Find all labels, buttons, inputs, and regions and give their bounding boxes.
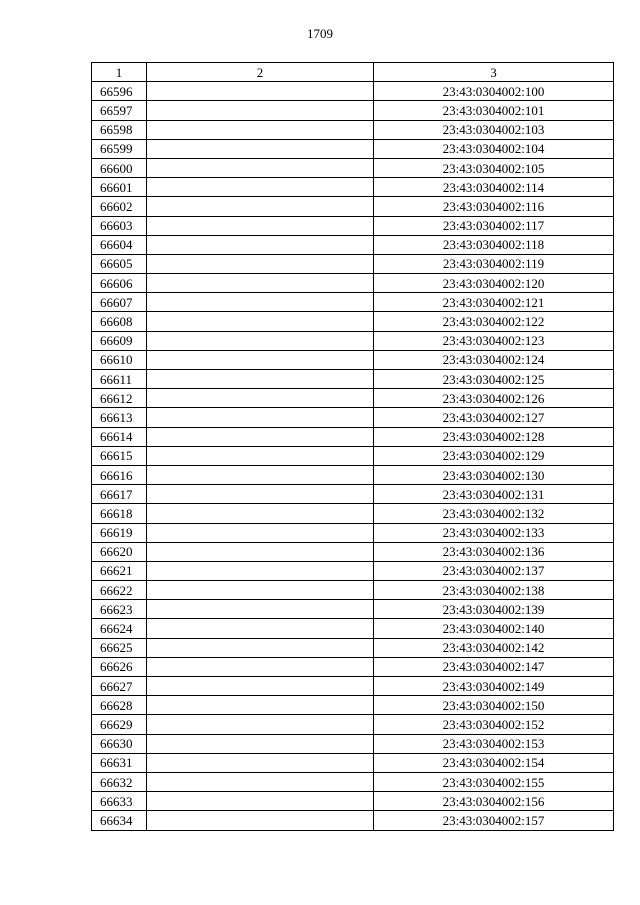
cadastral-number-cell: 23:43:0304002:155 (374, 772, 614, 791)
row-number-cell: 66609 (92, 331, 147, 350)
table-row (92, 427, 614, 446)
row-number-cell: 66596 (92, 82, 147, 101)
name-cell (147, 408, 374, 427)
row-number-cell: 66613 (92, 408, 147, 427)
cadastral-number-cell: 23:43:0304002:152 (374, 715, 614, 734)
table-row (92, 350, 614, 369)
table-row (92, 753, 614, 772)
table-row (92, 408, 614, 427)
table-row (92, 101, 614, 120)
table-header (92, 63, 614, 82)
table-row (92, 504, 614, 523)
name-cell (147, 734, 374, 753)
row-number-cell: 66608 (92, 312, 147, 331)
table-row (92, 657, 614, 676)
header-row (92, 63, 614, 82)
header-col-3: 3 (374, 63, 614, 82)
cadastral-number-cell: 23:43:0304002:122 (374, 312, 614, 331)
name-cell (147, 696, 374, 715)
name-cell (147, 254, 374, 273)
name-cell (147, 811, 374, 830)
name-cell (147, 657, 374, 676)
table-row (92, 274, 614, 293)
table-row (92, 82, 614, 101)
table-row (92, 293, 614, 312)
data-table (91, 62, 614, 831)
cadastral-number-cell: 23:43:0304002:101 (374, 101, 614, 120)
table-row (92, 638, 614, 657)
cadastral-number-cell: 23:43:0304002:120 (374, 274, 614, 293)
row-number-cell: 66611 (92, 370, 147, 389)
table-row (92, 389, 614, 408)
cadastral-number-cell: 23:43:0304002:131 (374, 485, 614, 504)
table-row (92, 216, 614, 235)
cadastral-number-cell: 23:43:0304002:157 (374, 811, 614, 830)
name-cell (147, 427, 374, 446)
cadastral-number-cell: 23:43:0304002:149 (374, 677, 614, 696)
row-number-cell: 66619 (92, 523, 147, 542)
cadastral-number-cell: 23:43:0304002:121 (374, 293, 614, 312)
name-cell (147, 600, 374, 619)
cadastral-number-cell: 23:43:0304002:104 (374, 139, 614, 158)
table-row (92, 677, 614, 696)
cadastral-number-cell: 23:43:0304002:105 (374, 158, 614, 177)
cadastral-number-cell: 23:43:0304002:123 (374, 331, 614, 350)
row-number-cell: 66612 (92, 389, 147, 408)
name-cell (147, 293, 374, 312)
name-cell (147, 772, 374, 791)
name-cell (147, 581, 374, 600)
cadastral-number-cell: 23:43:0304002:136 (374, 542, 614, 561)
row-number-cell: 66615 (92, 446, 147, 465)
cadastral-number-cell: 23:43:0304002:124 (374, 350, 614, 369)
cadastral-number-cell: 23:43:0304002:127 (374, 408, 614, 427)
table-row (92, 178, 614, 197)
name-cell (147, 677, 374, 696)
row-number-cell: 66603 (92, 216, 147, 235)
row-number-cell: 66621 (92, 561, 147, 580)
cadastral-number-cell: 23:43:0304002:129 (374, 446, 614, 465)
name-cell (147, 446, 374, 465)
row-number-cell: 66627 (92, 677, 147, 696)
name-cell (147, 542, 374, 561)
row-number-cell: 66610 (92, 350, 147, 369)
cadastral-number-cell: 23:43:0304002:139 (374, 600, 614, 619)
name-cell (147, 331, 374, 350)
row-number-cell: 66604 (92, 235, 147, 254)
cadastral-number-cell: 23:43:0304002:140 (374, 619, 614, 638)
cadastral-number-cell: 23:43:0304002:133 (374, 523, 614, 542)
row-number-cell: 66618 (92, 504, 147, 523)
name-cell (147, 561, 374, 580)
row-number-cell: 66597 (92, 101, 147, 120)
cadastral-number-cell: 23:43:0304002:132 (374, 504, 614, 523)
cadastral-number-cell: 23:43:0304002:147 (374, 657, 614, 676)
table-row (92, 792, 614, 811)
name-cell (147, 216, 374, 235)
table-row (92, 139, 614, 158)
name-cell (147, 139, 374, 158)
name-cell (147, 350, 374, 369)
name-cell (147, 158, 374, 177)
table-row (92, 772, 614, 791)
row-number-cell: 66634 (92, 811, 147, 830)
row-number-cell: 66633 (92, 792, 147, 811)
table-row (92, 485, 614, 504)
cadastral-number-cell: 23:43:0304002:114 (374, 178, 614, 197)
row-number-cell: 66625 (92, 638, 147, 657)
name-cell (147, 504, 374, 523)
table-row (92, 523, 614, 542)
name-cell (147, 101, 374, 120)
cadastral-number-cell: 23:43:0304002:117 (374, 216, 614, 235)
name-cell (147, 235, 374, 254)
row-number-cell: 66624 (92, 619, 147, 638)
cadastral-number-cell: 23:43:0304002:126 (374, 389, 614, 408)
cadastral-number-cell: 23:43:0304002:156 (374, 792, 614, 811)
name-cell (147, 274, 374, 293)
name-cell (147, 523, 374, 542)
cadastral-number-cell: 23:43:0304002:103 (374, 120, 614, 139)
table-row (92, 696, 614, 715)
name-cell (147, 792, 374, 811)
cadastral-number-cell: 23:43:0304002:100 (374, 82, 614, 101)
cadastral-number-cell: 23:43:0304002:154 (374, 753, 614, 772)
row-number-cell: 66630 (92, 734, 147, 753)
name-cell (147, 619, 374, 638)
table-row (92, 619, 614, 638)
page-number: 1709 (307, 26, 333, 41)
name-cell (147, 753, 374, 772)
name-cell (147, 465, 374, 484)
header-col-1: 1 (92, 63, 147, 82)
table-row (92, 158, 614, 177)
row-number-cell: 66631 (92, 753, 147, 772)
cadastral-number-cell: 23:43:0304002:118 (374, 235, 614, 254)
table-row (92, 446, 614, 465)
name-cell (147, 312, 374, 331)
name-cell (147, 485, 374, 504)
row-number-cell: 66602 (92, 197, 147, 216)
row-number-cell: 66628 (92, 696, 147, 715)
row-number-cell: 66606 (92, 274, 147, 293)
row-number-cell: 66601 (92, 178, 147, 197)
row-number-cell: 66632 (92, 772, 147, 791)
table-row (92, 197, 614, 216)
row-number-cell: 66616 (92, 465, 147, 484)
name-cell (147, 389, 374, 408)
row-number-cell: 66623 (92, 600, 147, 619)
table-row (92, 312, 614, 331)
table-row (92, 734, 614, 753)
row-number-cell: 66620 (92, 542, 147, 561)
name-cell (147, 715, 374, 734)
cadastral-number-cell: 23:43:0304002:116 (374, 197, 614, 216)
cadastral-number-cell: 23:43:0304002:150 (374, 696, 614, 715)
row-number-cell: 66599 (92, 139, 147, 158)
table-body (92, 82, 614, 830)
cadastral-number-cell: 23:43:0304002:142 (374, 638, 614, 657)
name-cell (147, 120, 374, 139)
row-number-cell: 66605 (92, 254, 147, 273)
name-cell (147, 638, 374, 657)
table-row (92, 235, 614, 254)
row-number-cell: 66617 (92, 485, 147, 504)
table-row (92, 120, 614, 139)
cadastral-number-cell: 23:43:0304002:128 (374, 427, 614, 446)
table-row (92, 254, 614, 273)
row-number-cell: 66622 (92, 581, 147, 600)
cadastral-number-cell: 23:43:0304002:138 (374, 581, 614, 600)
cadastral-number-cell: 23:43:0304002:153 (374, 734, 614, 753)
header-col-2: 2 (147, 63, 374, 82)
row-number-cell: 66598 (92, 120, 147, 139)
table-row (92, 370, 614, 389)
row-number-cell: 66626 (92, 657, 147, 676)
row-number-cell: 66614 (92, 427, 147, 446)
table-row (92, 542, 614, 561)
row-number-cell: 66629 (92, 715, 147, 734)
row-number-cell: 66607 (92, 293, 147, 312)
name-cell (147, 370, 374, 389)
table-row (92, 465, 614, 484)
name-cell (147, 197, 374, 216)
table-row (92, 561, 614, 580)
table-row (92, 715, 614, 734)
table-row (92, 581, 614, 600)
cadastral-number-cell: 23:43:0304002:125 (374, 370, 614, 389)
cadastral-number-cell: 23:43:0304002:119 (374, 254, 614, 273)
table-row (92, 811, 614, 830)
row-number-cell: 66600 (92, 158, 147, 177)
name-cell (147, 82, 374, 101)
table-row (92, 600, 614, 619)
cadastral-number-cell: 23:43:0304002:130 (374, 465, 614, 484)
name-cell (147, 178, 374, 197)
cadastral-number-cell: 23:43:0304002:137 (374, 561, 614, 580)
table-row (92, 331, 614, 350)
